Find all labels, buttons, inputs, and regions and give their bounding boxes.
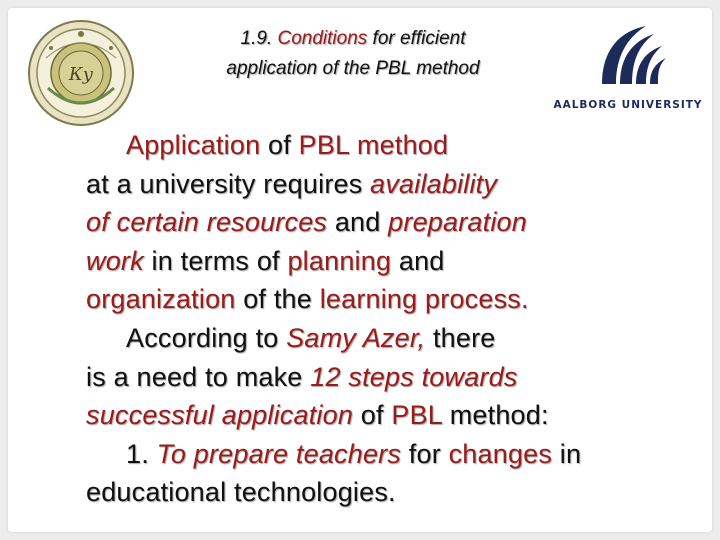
body-line bbox=[86, 473, 716, 512]
text-span: availability bbox=[370, 168, 498, 199]
text-span: and bbox=[334, 207, 381, 238]
text-span: in terms of bbox=[151, 245, 280, 276]
title-number: 1.9. bbox=[240, 28, 273, 49]
text-span: method: bbox=[449, 400, 549, 431]
text-span: there bbox=[432, 322, 496, 353]
title-line1-rest: for efficient bbox=[372, 28, 466, 49]
text-span: at a university requires bbox=[86, 168, 363, 199]
text-span: of bbox=[360, 400, 384, 431]
text-span: organization bbox=[86, 284, 236, 315]
text-span: preparation bbox=[388, 207, 527, 238]
title-line2: application of the PBL method bbox=[226, 58, 480, 79]
aalborg-university-wordmark: AALBORG UNIVERSITY bbox=[553, 99, 703, 111]
slide-title bbox=[158, 24, 548, 84]
text-span: work bbox=[86, 245, 144, 276]
slide bbox=[8, 8, 712, 532]
text-span: of certain resources bbox=[86, 207, 328, 238]
text-span: PBL bbox=[391, 400, 443, 431]
svg-text:Ку: Ку bbox=[68, 64, 94, 85]
text-span: of bbox=[268, 130, 291, 160]
text-span: learning process. bbox=[319, 284, 529, 315]
text-span: Samy Azer, bbox=[286, 322, 426, 353]
text-span: 12 steps towards bbox=[310, 361, 518, 392]
text-span: and bbox=[398, 245, 445, 276]
text-span: educational technologies. bbox=[86, 477, 396, 508]
title-keyword: Conditions bbox=[277, 28, 368, 49]
text-span: PBL method bbox=[298, 130, 449, 160]
body-line bbox=[86, 435, 716, 474]
body-line bbox=[86, 319, 716, 358]
text-span: of the bbox=[243, 284, 312, 315]
text-span: changes bbox=[448, 438, 553, 469]
university-seal-icon bbox=[26, 18, 136, 128]
text-span: 1. bbox=[126, 438, 149, 469]
body-line bbox=[86, 280, 716, 319]
text-span: in bbox=[559, 438, 582, 469]
text-span: is a need to make bbox=[86, 361, 303, 392]
text-span: planning bbox=[287, 245, 392, 276]
body-line bbox=[86, 203, 716, 242]
aalborg-wave-logo-icon bbox=[596, 22, 668, 88]
slide-body bbox=[86, 126, 716, 512]
body-line bbox=[86, 358, 716, 397]
text-span: successful application bbox=[86, 400, 354, 431]
body-line bbox=[86, 165, 716, 204]
body-line bbox=[86, 242, 716, 281]
text-span: According to bbox=[126, 322, 279, 353]
body-line bbox=[86, 396, 716, 435]
text-span: for bbox=[408, 438, 441, 469]
text-span: Application bbox=[126, 130, 261, 160]
text-span: To prepare teachers bbox=[156, 438, 402, 469]
body-line bbox=[86, 126, 716, 165]
